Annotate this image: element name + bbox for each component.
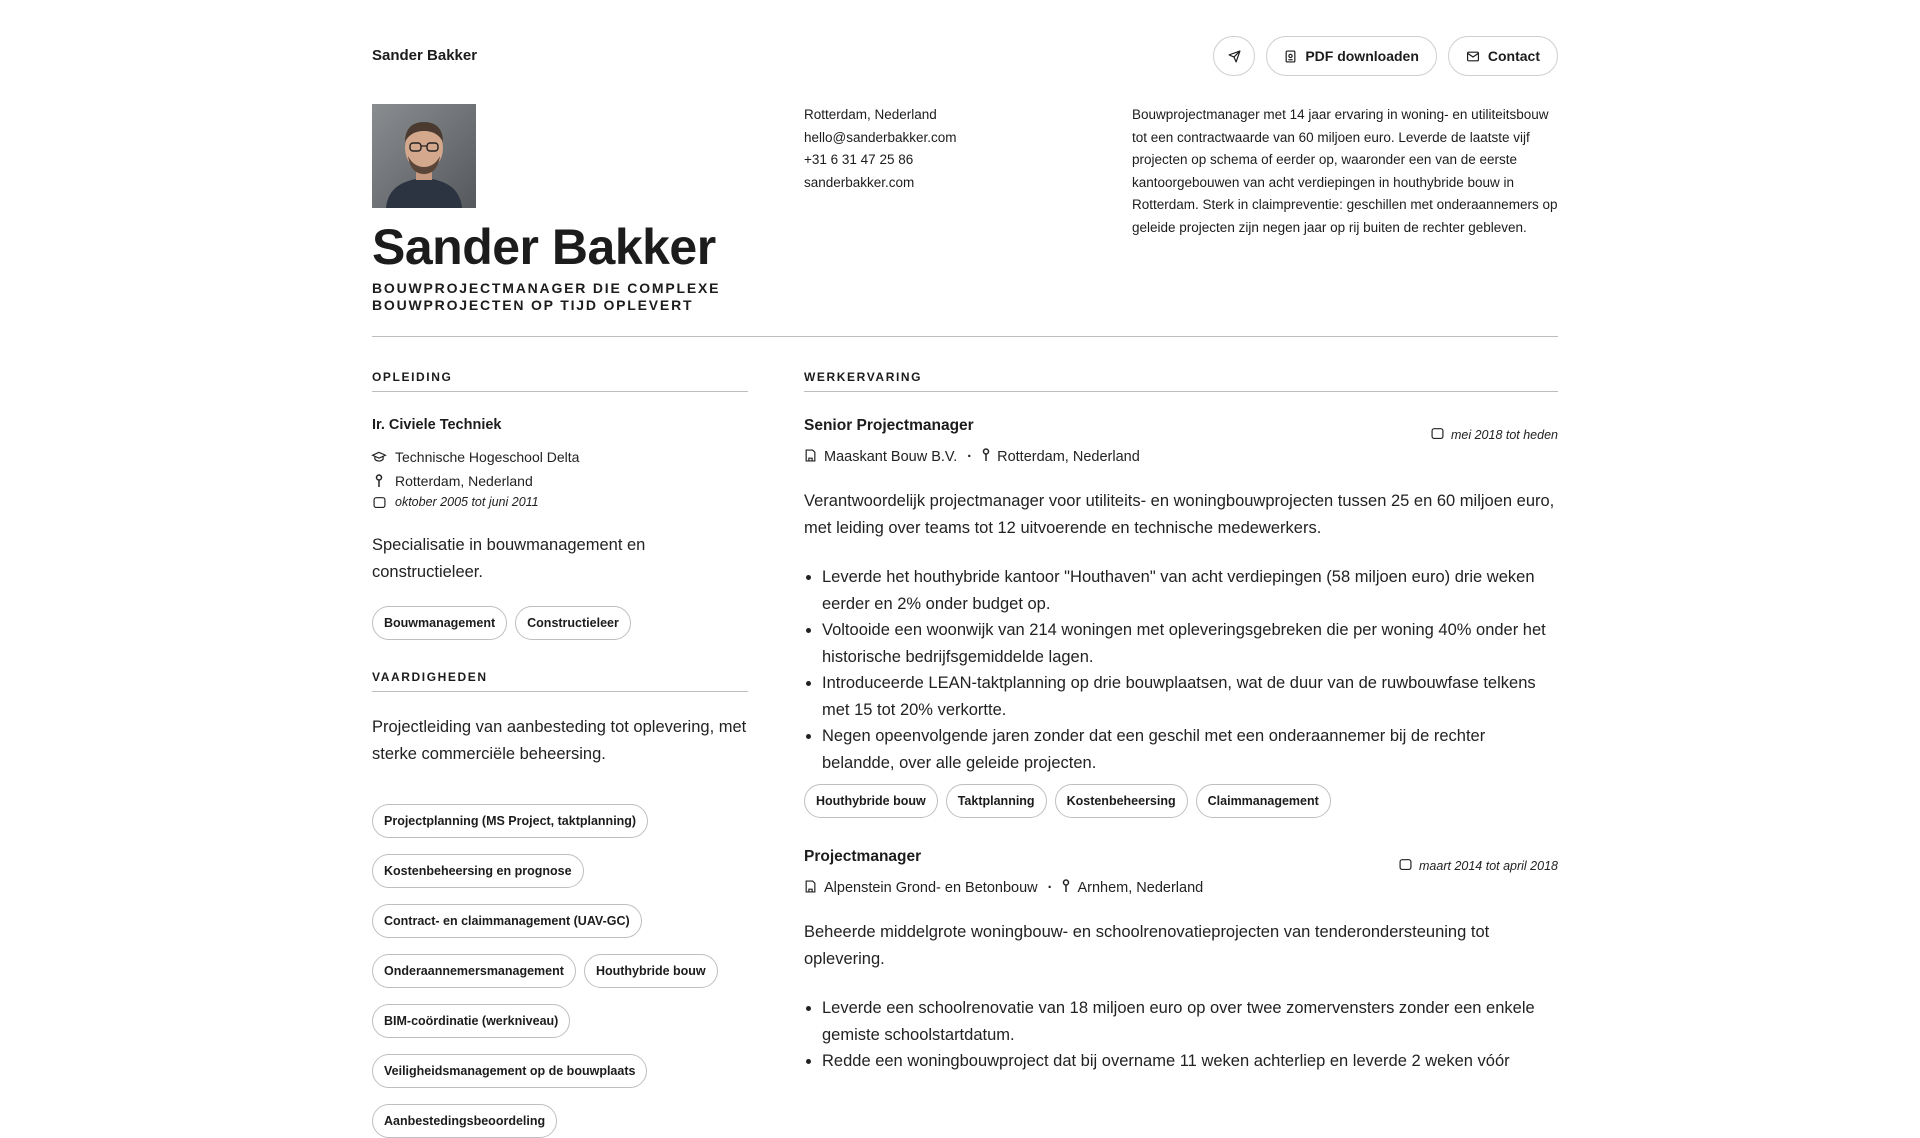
right-column [804,370,1558,1075]
tag: Kostenbeheersing en prognose [372,854,584,888]
job-period: mei 2018 tot heden [1450,427,1558,442]
page-title: Sander Bakker [372,219,716,275]
list-item: Leverde het houthybride kantoor "Houthaven" van acht verdiepingen (58 miljoen euro) drie weken eerder en 2% onder budget op. [804,564,1558,617]
skills-description: Projectleiding van aanbesteding tot oplevering, met sterke commerciële beheersing. [372,718,747,763]
job-achievements [804,995,1558,1075]
job-description: Verantwoordelijk projectmanager voor utiliteits- en woningbouwprojecten tussen 25 en 60 miljoen euro, met leiding over teams tot 12 uitvoerende en technische medewerkers. [804,492,1555,537]
pin-icon [1062,879,1070,897]
contact-email-link[interactable]: hello@sanderbakker.com [804,129,957,145]
resume-page [372,0,1558,1128]
pin-icon [372,474,386,488]
separator-dot: · [967,449,973,465]
job-description: Beheerde middelgrote woningbouw- en schoolrenovatieprojecten van tenderondersteuning tot oplevering. [804,923,1490,968]
job-entry [804,417,1558,818]
job-entry [804,848,1558,1075]
education-school-row [372,449,748,465]
tag: Kostenbeheersing [1055,784,1188,818]
contact-label: Contact [1487,48,1540,64]
job-title: Senior Projectmanager [804,417,974,434]
mail-icon [1466,50,1480,63]
pdf-download-label: PDF downloaden [1305,48,1419,64]
job-company: Maaskant Bouw B.V. [824,449,958,465]
education-location-row [372,473,748,489]
job-period-row [1399,858,1558,873]
tag: Claimmanagement [1196,784,1331,818]
contact-button[interactable] [1448,36,1558,76]
list-item: Redde een woningbouwproject dat bij overname 11 weken achterliep en leverde 2 weken vóór [804,1048,1558,1075]
tag: Taktplanning [946,784,1047,818]
pdf-download-button[interactable] [1266,36,1437,76]
education-location: Rotterdam, Nederland [395,473,533,489]
left-column [372,370,748,1138]
top-bar [372,34,1558,76]
brand-name[interactable]: Sander Bakker [372,47,478,64]
file-icon [1284,50,1297,63]
skills-tags [372,804,748,1138]
education-period-row [372,495,748,509]
education-heading: OPLEIDING [372,370,748,392]
job-title: Projectmanager [804,848,922,865]
job-location: Rotterdam, Nederland [997,449,1140,465]
job-achievements [804,564,1558,776]
list-item: Negen opeenvolgende jaren zonder dat een geschil met een onderaannemer bij de rechter belandde, over alle geleide projecten. [804,723,1558,776]
contact-location: Rotterdam, Nederland [804,107,937,122]
job-meta [804,879,1558,897]
tag: Bouwmanagement [372,606,507,640]
list-item: Leverde een schoolrenovatie van 18 miljoen euro op over twee zomervensters zonder een enkele gemiste schoolstartdatum. [804,995,1558,1048]
calendar-icon [1431,427,1444,442]
tag: BIM-coördinatie (werkniveau) [372,1004,570,1038]
education-degree: Ir. Civiele Techniek [372,417,502,433]
education-tags [372,606,748,640]
calendar-icon [1399,858,1412,873]
job-meta [804,448,1558,466]
experience-heading: WERKERVARING [804,370,1558,392]
job-company: Alpenstein Grond- en Betonbouw [824,880,1038,896]
send-icon [1228,50,1241,63]
tag: Constructieleer [515,606,631,640]
education-period: oktober 2005 tot juni 2011 [395,495,539,509]
calendar-icon [372,496,386,508]
tag: Veiligheidsmanagement op de bouwplaats [372,1054,647,1088]
tag: Houthybride bouw [584,954,718,988]
contact-details [804,104,957,194]
education-school: Technische Hogeschool Delta [395,449,580,465]
tag: Onderaannemersmanagement [372,954,576,988]
header-divider [372,336,1558,337]
building-icon [804,880,817,897]
profile-summary: Bouwprojectmanager met 14 jaar ervaring in woning- en utiliteitsbouw tot een contractwaarde van 60 miljoen euro. Leverde de laatste vijf projecten op schema of eerder op, waaronder een van de eerste kantoorgebouwen van acht verdiepingen in houthybride bouw in Rotterdam. Sterk in claimpreventie: geschillen met onderaannemers op geleide projecten zijn negen jaar op rij buiten de rechter gebleven. [1132,107,1558,235]
contact-website-link[interactable]: sanderbakker.com [804,174,915,190]
tagline: BOUWPROJECTMANAGER DIE COMPLEXE BOUWPROJECTEN OP TIJD OPLEVERT [372,280,721,313]
share-button[interactable] [1213,36,1255,76]
list-item: Introduceerde LEAN-taktplanning op drie bouwplaatsen, wat de duur van de ruwbouwfase telkens met 15 tot 20% verkortte. [804,670,1558,723]
list-item: Voltooide een woonwijk van 214 woningen met opleveringsgebreken die per woning 40% onder het historische bedrijfsgemiddelde lagen. [804,617,1558,670]
job-period: maart 2014 tot april 2018 [1419,858,1558,873]
job-period-row [1431,427,1558,442]
separator-dot: · [1047,880,1053,896]
job-tags [804,784,1558,818]
graduation-cap-icon [372,451,386,463]
building-icon [804,449,817,466]
header-actions [1213,36,1558,76]
education-description: Specialisatie in bouwmanagement en constructieleer. [372,536,646,581]
skills-heading: VAARDIGHEDEN [372,670,748,692]
pin-icon [982,448,990,466]
tag: Aanbestedingsbeoordeling [372,1104,557,1138]
contact-phone-link[interactable]: +31 6 31 47 25 86 [804,152,914,167]
tag: Houthybride bouw [804,784,938,818]
tag: Contract- en claimmanagement (UAV-GC) [372,904,642,938]
tag: Projectplanning (MS Project, taktplanning) [372,804,648,838]
profile-photo [372,104,476,208]
job-location: Arnhem, Nederland [1077,880,1204,896]
